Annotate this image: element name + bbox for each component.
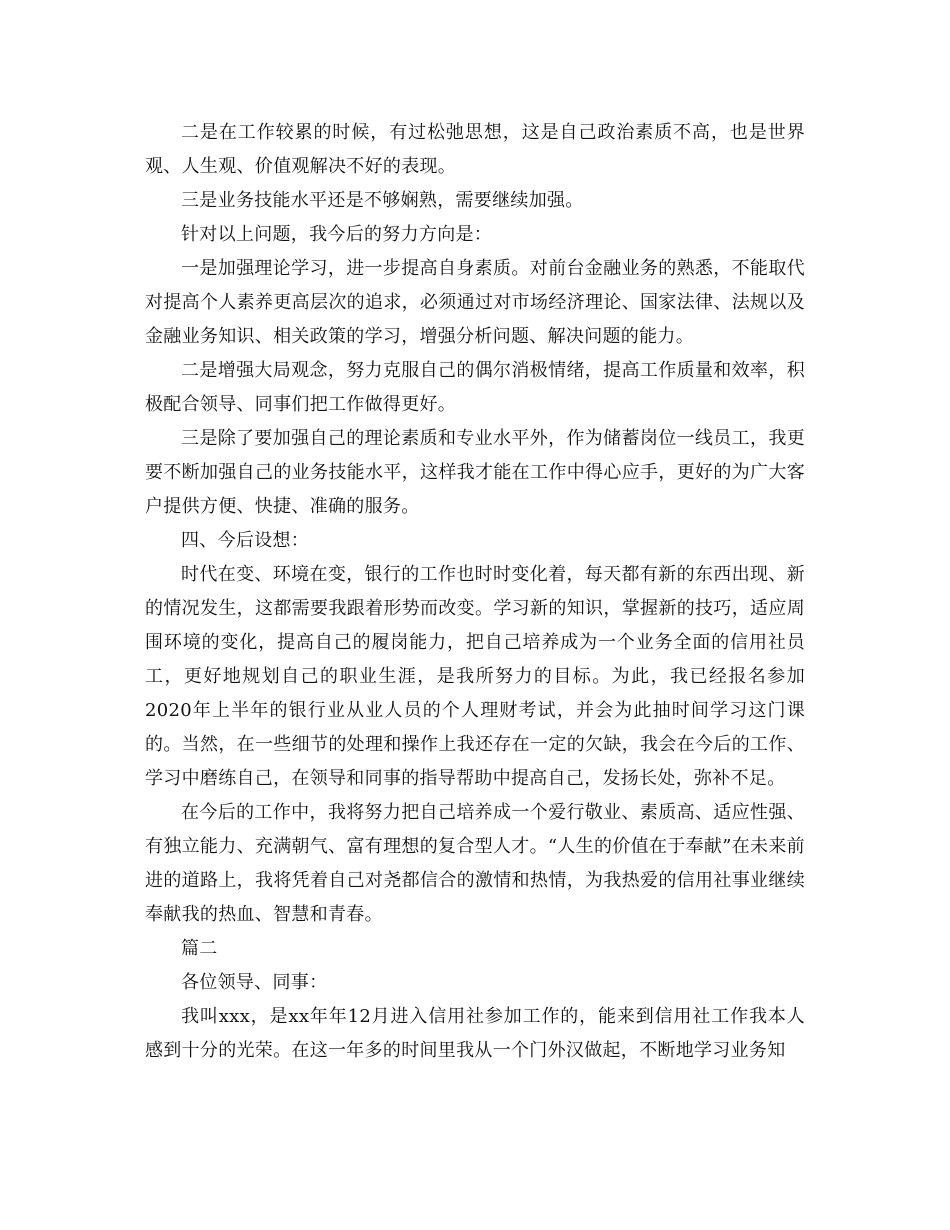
section-heading-future-plans: 四、今后设想： [181, 530, 310, 551]
paragraph-big-picture: 二是增强大局观念，努力克服自己的偶尔消极情绪，提高工作质量和效率，积极配合领导、同事们把工作做得更好。 [145, 360, 805, 415]
document-body [145, 116, 805, 1068]
paragraph-political-quality: 二是在工作较累的时候，有过松弛思想，这是自己政治素质不高，也是世界观、人生观、价值观解决不好的表现。 [145, 122, 805, 177]
paragraph-improvement-direction: 针对以上问题，我今后的努力方向是： [181, 224, 493, 245]
paragraph-theory-study: 一是加强理论学习，进一步提高自身素质。对前台金融业务的熟悉，不能取代对提高个人素养更高层次的追求，必须通过对市场经济理论、国家法律、法规以及金融业务知识、相关政策的学习，增强分析问题、解决问题的能力。 [145, 258, 805, 347]
paragraph-self-introduction: 我叫xxx，是xx年年12月进入信用社参加工作的，能来到信用社工作我本人感到十分的光荣。在这一年多的时间里我从一个门外汉做起，不断地学习业务知 [145, 1006, 805, 1061]
paragraph-business-skills: 三是业务技能水平还是不够娴熟，需要继续加强。 [181, 190, 584, 211]
paragraph-future-work: 在今后的工作中，我将努力把自己培养成一个爱行敬业、素质高、适应性强、有独立能力、充满朝气、富有理想的复合型人才。“人生的价值在于奉献”在未来前进的道路上，我将凭着自己对尧都信合的激情和热情，为我热爱的信用社事业继续奉献我的热血、智慧和青春。 [145, 802, 805, 925]
section-heading-part-two: 篇二 [181, 938, 218, 959]
paragraph-professional-level: 三是除了要加强自己的理论素质和专业水平外，作为储蓄岗位一线员工，我更要不断加强自己的业务技能水平，这样我才能在工作中得心应手，更好的为广大客户提供方便、快捷、准确的服务。 [145, 428, 805, 517]
salutation: 各位领导、同事： [181, 972, 328, 993]
paragraph-changing-times: 时代在变、环境在变，银行的工作也时时变化着，每天都有新的东西出现、新的情况发生，这都需要我跟着形势而改变。学习新的知识，掌握新的技巧，适应周围环境的变化，提高自己的履岗能力，把自己培养成为一个业务全面的信用社员工，更好地规划自己的职业生涯，是我所努力的目标。为此，我已经报名参加2020年上半年的银行业从业人员的个人理财考试，并会为此抽时间学习这门课的。当然，在一些细节的处理和操作上我还存在一定的欠缺，我会在今后的工作、学习中磨练自己，在领导和同事的指导帮助中提高自己，发扬长处，弥补不足。 [145, 564, 805, 789]
